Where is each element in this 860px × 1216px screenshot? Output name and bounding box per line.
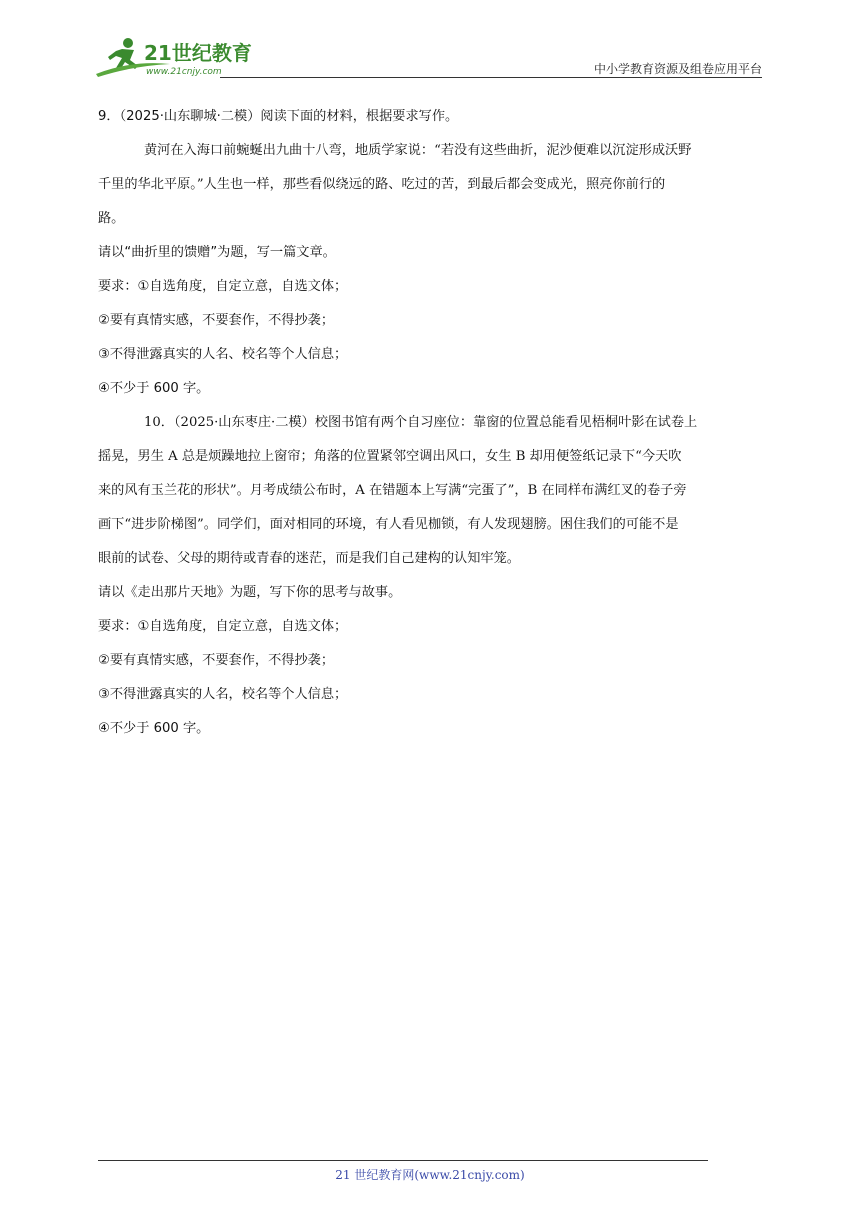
question-9-material-line: 千里的华北平原。”人生也一样，那些看似绕远的路、吃过的苦，到最后都会变成光，照亮你前行的 [98, 177, 666, 192]
question-10-prompt: 请以《走出那片天地》为题，写下你的思考与故事。 [98, 585, 402, 600]
question-9-requirement: ③不得泄露真实的人名、校名等个人信息； [98, 347, 348, 362]
question-9-material-line: 黄河在入海口前蜿蜒出九曲十八弯，地质学家说：“若没有这些曲折，泥沙便难以沉淀形成沃野 [144, 143, 692, 158]
question-10-material-line: 来的风有玉兰花的形状”。月考成绩公布时，A 在错题本上写满“完蛋了”，B 在同样布满红叉的卷子旁 [98, 483, 687, 498]
question-9-requirement: ②要有真情实感，不要套作，不得抄袭； [98, 313, 335, 328]
question-9 [98, 100, 762, 406]
question-10-material-line: 眼前的试卷、父母的期待或青春的迷茫，而是我们自己建构的认知牢笼。 [98, 551, 520, 566]
question-10-material-line: 画下“进步阶梯图”。同学们，面对相同的环境，有人看见枷锁，有人发现翅膀。困住我们的可能不是 [98, 517, 679, 532]
question-9-requirement: 要求：①自选角度，自定立意，自选文体； [98, 279, 348, 294]
question-10-material-line: 摇晃，男生 A 总是烦躁地拉上窗帘；角落的位置紧邻空调出风口，女生 B 却用便签纸记录下“今天吹 [98, 449, 682, 464]
logo-url: www.21cnjy.com [146, 67, 222, 77]
footer-divider [98, 1160, 708, 1161]
logo-text: 21世纪教育 [144, 41, 252, 65]
question-10-requirement: ③不得泄露真实的人名，校名等个人信息； [98, 687, 348, 702]
question-10-requirement: ②要有真情实感，不要套作，不得抄袭； [98, 653, 335, 668]
platform-name: 中小学教育资源及组卷应用平台 [593, 62, 762, 76]
question-9-heading: 9．（2025·山东聊城·二模）阅读下面的材料，根据要求写作。 [98, 109, 459, 124]
question-10-material-line: 10．（2025·山东枣庄·二模）校图书馆有两个自习座位：靠窗的位置总能看见梧桐叶影在试卷上 [144, 415, 698, 430]
question-10-requirement: 要求：①自选角度，自定立意，自选文体； [98, 619, 348, 634]
header-divider [220, 77, 762, 78]
page-header [92, 34, 762, 80]
question-10 [98, 406, 762, 746]
page-footer[interactable]: 21 世纪教育网(www.21cnjy.com) [335, 1168, 525, 1182]
question-9-material-line: 路。 [98, 211, 125, 226]
question-9-prompt: 请以“曲折里的馈赠”为题，写一篇文章。 [98, 245, 336, 260]
question-9-requirement: ④不少于 600 字。 [98, 381, 210, 396]
question-10-requirement: ④不少于 600 字。 [98, 721, 210, 736]
logo [92, 34, 272, 78]
document-body [98, 100, 762, 746]
